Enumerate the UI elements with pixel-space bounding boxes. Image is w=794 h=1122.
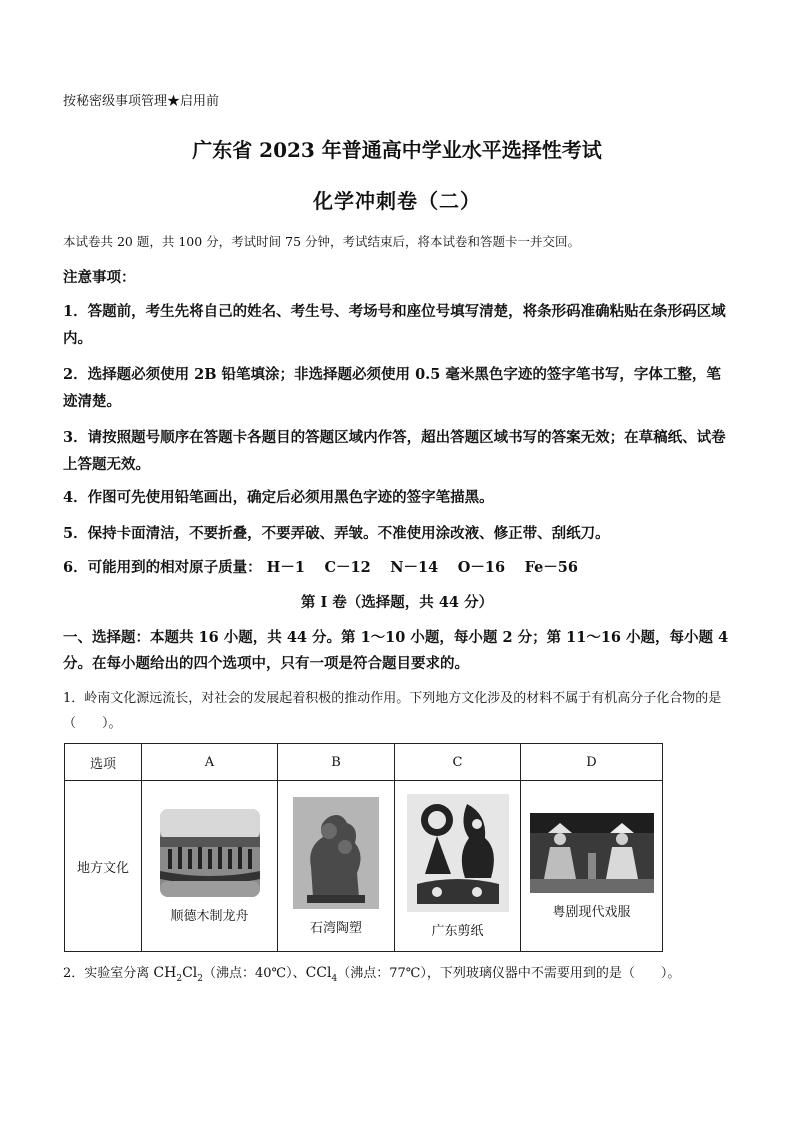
option-b-cell — [278, 781, 395, 952]
notice-item: 3．请按照题号顺序在答题卡各题目的答题区域内作答，超出答题区域书写的答案无效；在草稿纸、试卷上答题无效。 — [63, 429, 726, 473]
section-instructions: 一、选择题：本题共 16 小题，共 44 分。第 1～10 小题，每小题 2 分；第 11～16 小题，每小题 4 分。在每小题给出的四个选项中，只有一项是符合题目要求的。 — [63, 629, 729, 672]
paper-cut-photo-icon — [407, 794, 509, 912]
dragon-boat-photo-icon — [160, 809, 260, 897]
exam-subtitle: 化学冲刺卷（二） — [313, 189, 481, 213]
option-d-cell — [521, 781, 663, 952]
formula-subscript: 2 — [197, 973, 203, 984]
formula-ch2cl2 — [153, 965, 203, 984]
notice-item: 6．可能用到的相对原子质量： H－1 C－12 N－14 O－16 Fe－56 — [63, 559, 578, 576]
option-letter-c: C — [395, 744, 521, 781]
row-label-cell: 地方文化 — [65, 781, 142, 952]
options-table — [64, 743, 663, 952]
part-title: 第 I 卷（选择题，共 44 分） — [300, 594, 494, 611]
question-2-prefix: 2．实验室分离 — [63, 966, 154, 981]
boiling-point-1: （沸点：40℃）、 — [203, 966, 306, 981]
options-content-row — [65, 781, 663, 952]
option-letter-b: B — [278, 744, 395, 781]
notice-item: 2．选择题必须使用 2B 铅笔填涂；非选择题必须使用 0.5 毫米黑色字迹的签字笔书写，字体工整，笔迹清楚。 — [63, 366, 721, 410]
options-header-row — [65, 744, 663, 781]
question-2-stem — [63, 962, 680, 984]
option-letter-a: A — [142, 744, 278, 781]
secret-level-label: 按秘密级事项管理★启用前 — [63, 94, 220, 109]
option-a-cell — [142, 781, 278, 952]
formula-ccl4 — [305, 965, 338, 984]
ceramic-sculpture-photo-icon — [293, 797, 379, 909]
exam-title: 广东省 2023 年普通高中学业水平选择性考试 — [192, 138, 602, 162]
option-c-cell — [395, 781, 521, 952]
exam-intro: 本试卷共 20 题，共 100 分，考试时间 75 分钟，考试结束后，将本试卷和答题卡一并交回。 — [63, 234, 581, 249]
option-letter-d: D — [521, 744, 663, 781]
notice-title: 注意事项： — [63, 269, 136, 286]
header-label-cell: 选项 — [65, 744, 142, 781]
formula-part: CH — [153, 965, 177, 981]
option-a-caption: 顺德木制龙舟 — [170, 908, 249, 924]
formula-part: CCl — [305, 965, 332, 981]
notice-item: 4．作图可先使用铅笔画出，确定后必须用黑色字迹的签字笔描黑。 — [63, 489, 494, 506]
question-1-stem: 1．岭南文化源远流长，对社会的发展起着积极的推动作用。下列地方文化涉及的材料不属于有机高分子化合物的是（ ）。 — [63, 691, 722, 731]
formula-part: Cl — [182, 965, 198, 981]
option-b-caption: 石湾陶塑 — [309, 920, 362, 936]
option-d-caption: 粤剧现代戏服 — [552, 904, 631, 920]
formula-subscript: 4 — [331, 973, 338, 984]
formula-subscript: 2 — [176, 973, 183, 984]
notice-item: 5．保持卡面清洁，不要折叠，不要弄破、弄皱。不准使用涂改液、修正带、刮纸刀。 — [63, 525, 610, 542]
cantonese-opera-photo-icon — [530, 813, 654, 893]
option-c-caption: 广东剪纸 — [431, 923, 484, 939]
boiling-point-2: （沸点：77℃），下列玻璃仪器中不需要用到的是（ ）。 — [337, 966, 681, 981]
notice-item: 1．答题前，考生先将自己的姓名、考生号、考场号和座位号填写清楚，将条形码准确粘贴在条形码区域内。 — [63, 303, 726, 347]
